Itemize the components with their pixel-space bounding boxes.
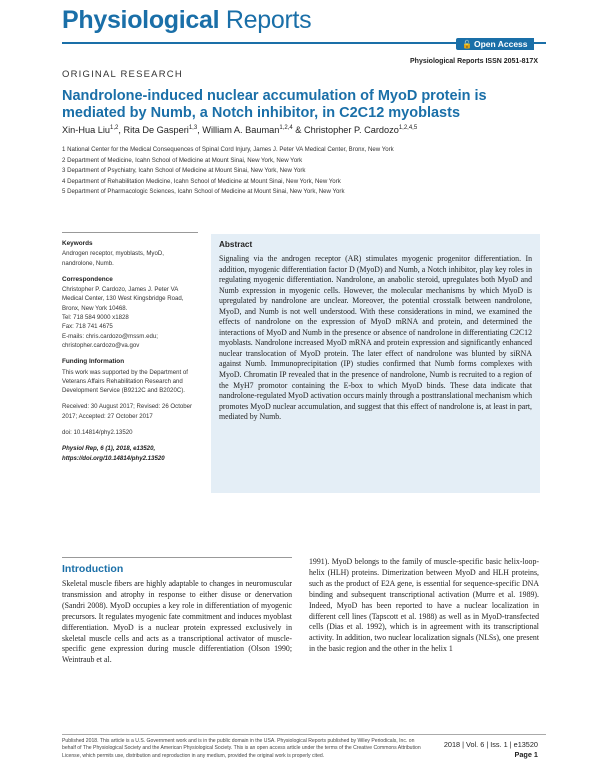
author-affiliation: 1,2 bbox=[110, 125, 119, 131]
funding-block bbox=[62, 357, 197, 395]
footer-pagination bbox=[444, 740, 538, 760]
intro-divider bbox=[62, 557, 292, 558]
author-separator: & bbox=[292, 125, 304, 136]
affiliation-item: 4 Department of Rehabilitation Medicine, Icahn School of Medicine at Mount Sinai, New York, New York bbox=[62, 177, 341, 185]
correspondence-emails[interactable]: E-mails: chris.cardozo@mssm.edu; christopher.cardozo@va.gov bbox=[62, 332, 158, 349]
author-separator: , bbox=[118, 125, 124, 136]
journal-name-light: Reports bbox=[219, 6, 312, 34]
author-affiliation: 1,2,4 bbox=[279, 125, 293, 131]
open-access-label: Open Access bbox=[473, 39, 528, 49]
article-sidebar bbox=[62, 239, 197, 470]
funding-heading: Funding Information bbox=[62, 358, 125, 366]
intro-right-column: 1991). MyoD belongs to the family of muscle-specific basic helix-loop-helix (HLH) proteins. Dimerization between MyoD and HLH proteins, such as the product of E2A gene, is essential for sequence-specific DNA binding and subsequent transcriptional activation (Murre et al. 1989). Indeed, MyoD has been reported to have a nuclear localization in different cell lines (Tapscott et al. 1988) as well as in MyoD-transfected cells (Dias et al. 1992), which is in agreement with its transcriptional activity. In addition, two nuclear localization signals (NLSs), one present in the basic region and the other in the helix 1 bbox=[309, 557, 539, 654]
author-name[interactable]: Xin-Hua Liu bbox=[62, 125, 111, 136]
author-name[interactable]: William A. Bauman bbox=[202, 125, 280, 136]
keywords-text: Androgen receptor, myoblasts, MyoD, nandrolone, Numb. bbox=[62, 250, 164, 267]
intro-left-column: Skeletal muscle fibers are highly adaptable to changes in neuromuscular transmission and atrophy in response to either disuse or denervation (Sandri 2008). MyoD occupies a key role in differentiation of myogenic precursors. It regulates myogenic fate commitment and induces myoblast differentiation. MyoD is a nuclear protein expressed exclusively in skeletal muscle cells and acts as a transcriptional activator of muscle-specific gene expression during muscle differentiation (Olson 1990; Weintraub et al. bbox=[62, 579, 292, 665]
journal-name bbox=[62, 6, 311, 35]
intro-heading: Introduction bbox=[62, 563, 124, 575]
dates-block bbox=[62, 402, 197, 421]
abstract-text: Signaling via the androgen receptor (AR) stimulates myogenic progenitor differentiation. In addition, myogenic differentiation factor D (MyoD) and Numb, a Notch inhibitor, play key roles in regulating myogenic differentiation. Nandrolone, an anabolic steroid, upregulates both MyoD and Numb expression in myogenic cells. However, the molecular mechanisms by which MyoD is upregulated by nandrolone are unclear. Moreover, the potential crosstalk between nandrolone, MyoD, and Numb is not well understood. With these considerations in mind, we examined the effects of nandrolone on the expression of MyoD mRNA and protein, and determined the interactions of MyoD and Numb in the presence or absence of nandrolone in differentiating C2C12 myoblasts. Nandrolone increased MyoD mRNA and protein expression and significantly enhanced nuclear translocation of MyoD protein. The later effect of nandrolone was blunted by siRNA against Numb. Immunoprecipitation (IP) studies confirmed that Numb forms complexes with MyoD. Chromatin IP revealed that in the presence of nandrolone, Numb is recruited to a region of the MyH7 promotor containing the E-box to which MyoD binds. These data indicate that nandrolone-regulated MyoD activation occurs mainly through a posttranslational mechanism which promotes MyoD nuclear accumulation, and suggest that this effect of nandrolone is, at least in part, mediated by Numb. bbox=[219, 254, 533, 422]
article-citation[interactable]: Physiol Rep, 6 (1), 2018, e13520, https://doi.org/10.14814/phy2.13520 bbox=[62, 445, 165, 462]
affiliation-item: 3 Department of Psychiatry, Icahn School of Medicine at Mount Sinai, New York, New York bbox=[62, 167, 306, 175]
affiliation-item: 2 Department of Medicine, Icahn School of Medicine at Mount Sinai, New York, New York bbox=[62, 156, 303, 164]
open-lock-icon: 🔓 bbox=[462, 40, 472, 49]
affiliation-item: 1 National Center for the Medical Consequences of Spinal Cord Injury, James J. Peter VA Medical Center, Bronx, New York bbox=[62, 146, 394, 153]
journal-issn: Physiological Reports ISSN 2051-817X bbox=[410, 58, 538, 65]
abstract-heading: Abstract bbox=[219, 240, 253, 249]
citation-block bbox=[62, 444, 197, 463]
affiliation-item: 5 Department of Pharmacologic Sciences, Icahn School of Medicine at Mount Sinai, New York, New York bbox=[62, 188, 345, 196]
author-name[interactable]: Christopher P. Cardozo bbox=[303, 125, 399, 136]
article-type: ORIGINAL RESEARCH bbox=[62, 69, 183, 80]
author-affiliation: 1,3 bbox=[188, 125, 198, 131]
keywords-block bbox=[62, 239, 197, 268]
open-access-badge bbox=[456, 38, 534, 50]
funding-text: This work was supported by the Department of Veterans Affairs Rehabilitation Research and Development Service (B9212C and B2020C). bbox=[62, 368, 188, 395]
doi-block bbox=[62, 428, 197, 437]
footer-divider bbox=[62, 734, 546, 735]
correspondence-block bbox=[62, 275, 197, 350]
footer-volume: 2018 | Vol. 6 | Iss. 1 | e13520 bbox=[443, 740, 538, 749]
article-dates: Received: 30 August 2017; Revised: 26 October 2017; Accepted: 27 October 2017 bbox=[62, 403, 193, 420]
correspondence-tel: Tel: 718 584 9000 x1828 bbox=[62, 314, 129, 322]
article-title: Nandrolone-induced nuclear accumulation of MyoD protein is mediated by Numb, a Notch inhibitor, in C2C12 myoblasts bbox=[62, 88, 487, 121]
author-separator: , bbox=[197, 125, 203, 136]
journal-name-bold: Physiological bbox=[62, 6, 220, 34]
correspondence-fax: Fax: 718 741 4675 bbox=[62, 323, 113, 331]
article-doi[interactable]: doi: 10.14814/phy2.13520 bbox=[62, 429, 133, 437]
author-affiliation: 1,2,4,5 bbox=[398, 125, 418, 131]
footer-license: Published 2018. This article is a U.S. Government work and is in the public domain in the USA. Physiological Reports published by Wiley Periodicals, Inc. on behalf of The Physiological Society and the American Physiological Society. This is an open access article under the terms of the Creative Commons Attribution License, which permits use, distribution and reproduction in any medium, provided the original work is properly cited. bbox=[62, 738, 421, 759]
author-list bbox=[62, 125, 542, 135]
abstract-box bbox=[211, 234, 540, 493]
correspondence-address: Christopher P. Cardozo, James J. Peter VA Medical Center, 130 West Kingsbridge Road, Bronx, New York 10468. bbox=[62, 286, 184, 312]
correspondence-heading: Correspondence bbox=[62, 275, 113, 283]
footer-page-number: Page 1 bbox=[514, 750, 538, 759]
keywords-heading: Keywords bbox=[62, 240, 93, 247]
sidebar-divider bbox=[62, 232, 198, 233]
author-name[interactable]: Rita De Gasperi bbox=[123, 125, 189, 136]
affiliation-list bbox=[62, 145, 542, 198]
